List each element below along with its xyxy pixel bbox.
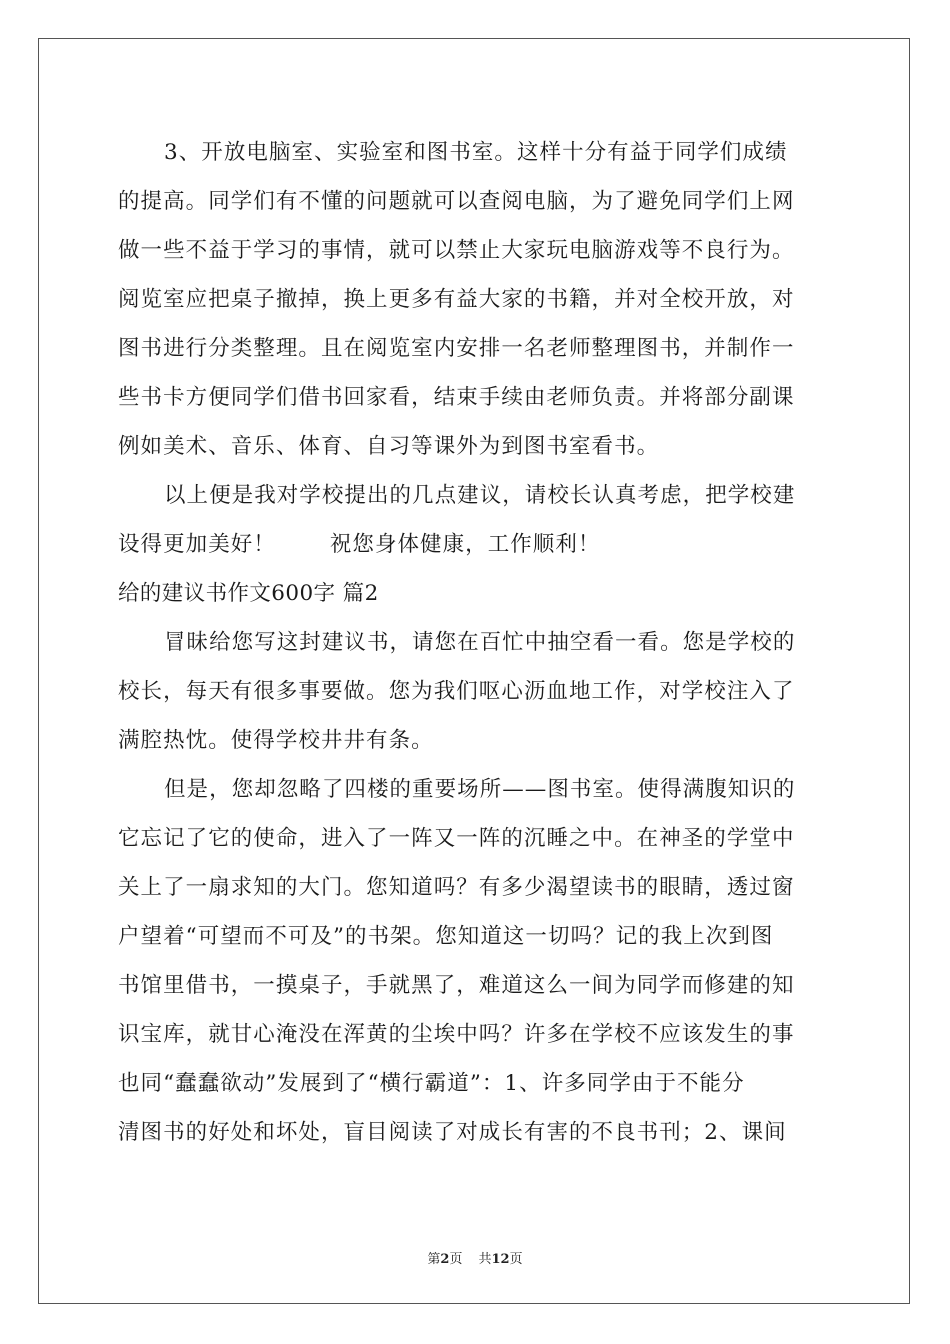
text-line: 书馆里借书，一摸桌子，手就黑了，难道这么一间为同学而修建的知 <box>118 973 795 998</box>
closing-wishes: 祝您身体健康，工作顺利！ <box>329 532 601 557</box>
paragraph-closing <box>118 471 834 569</box>
closing-phrase: 设得更加美好！ <box>118 532 276 557</box>
text-line: 但是，您却忽略了四楼的重要场所——图书室。使得满腹知识的 <box>164 777 796 802</box>
page-total: 共12页 <box>478 1252 523 1267</box>
text-line: 冒昧给您写这封建议书，请您在百忙中抽空看一看。您是学校的 <box>164 630 796 655</box>
text-line: 校长，每天有很多事要做。您为我们呕心沥血地工作，对学校注入了 <box>118 679 795 704</box>
page-number: 第2页 <box>427 1252 463 1267</box>
text-line: 些书卡方便同学们借书回家看，结束手续由老师负责。并将部分副课 <box>118 385 795 410</box>
text-line: 3、开放电脑室、实验室和图书室。这样十分有益于同学们成绩 <box>164 140 788 165</box>
text-line: 满腔热忱。使得学校井井有条。 <box>118 728 434 753</box>
paragraph-body <box>118 765 834 1157</box>
text-line: 做一些不益于学习的事情，就可以禁止大家玩电脑游戏等不良行为。 <box>118 238 795 263</box>
text-line: 图书进行分类整理。且在阅览室内安排一名老师整理图书，并制作一 <box>118 336 795 361</box>
page-footer <box>0 1248 950 1267</box>
text-line <box>118 520 834 569</box>
text-line: 关上了一扇求知的大门。您知道吗？有多少渴望读书的眼睛，透过窗 <box>118 875 795 900</box>
paragraph-suggestion-3 <box>118 128 834 471</box>
text-line: 的提高。同学们有不懂的问题就可以查阅电脑，为了避免同学们上网 <box>118 189 795 214</box>
document-body <box>118 128 834 1157</box>
text-line: 例如美术、音乐、体育、自习等课外为到图书室看书。 <box>118 434 660 459</box>
text-line: 也同“蠢蠢欲动”发展到了“横行霸道”：1、许多同学由于不能分 <box>118 1071 745 1096</box>
paragraph-intro <box>118 618 834 765</box>
text-line: 清图书的好处和坏处，盲目阅读了对成长有害的不良书刊；2、课间 <box>118 1120 787 1145</box>
section-heading: 给的建议书作文600字 篇2 <box>118 581 379 606</box>
text-line: 以上便是我对学校提出的几点建议，请校长认真考虑，把学校建 <box>164 483 796 508</box>
text-line: 户望着“可望而不可及”的书架。您知道这一切吗？记的我上次到图 <box>118 924 774 949</box>
text-line: 识宝库，就甘心淹没在浑黄的尘埃中吗？许多在学校不应该发生的事 <box>118 1022 795 1047</box>
text-line: 阅览室应把桌子撤掉，换上更多有益大家的书籍，并对全校开放，对 <box>118 287 795 312</box>
text-line: 它忘记了它的使命，进入了一阵又一阵的沉睡之中。在神圣的学堂中 <box>118 826 795 851</box>
